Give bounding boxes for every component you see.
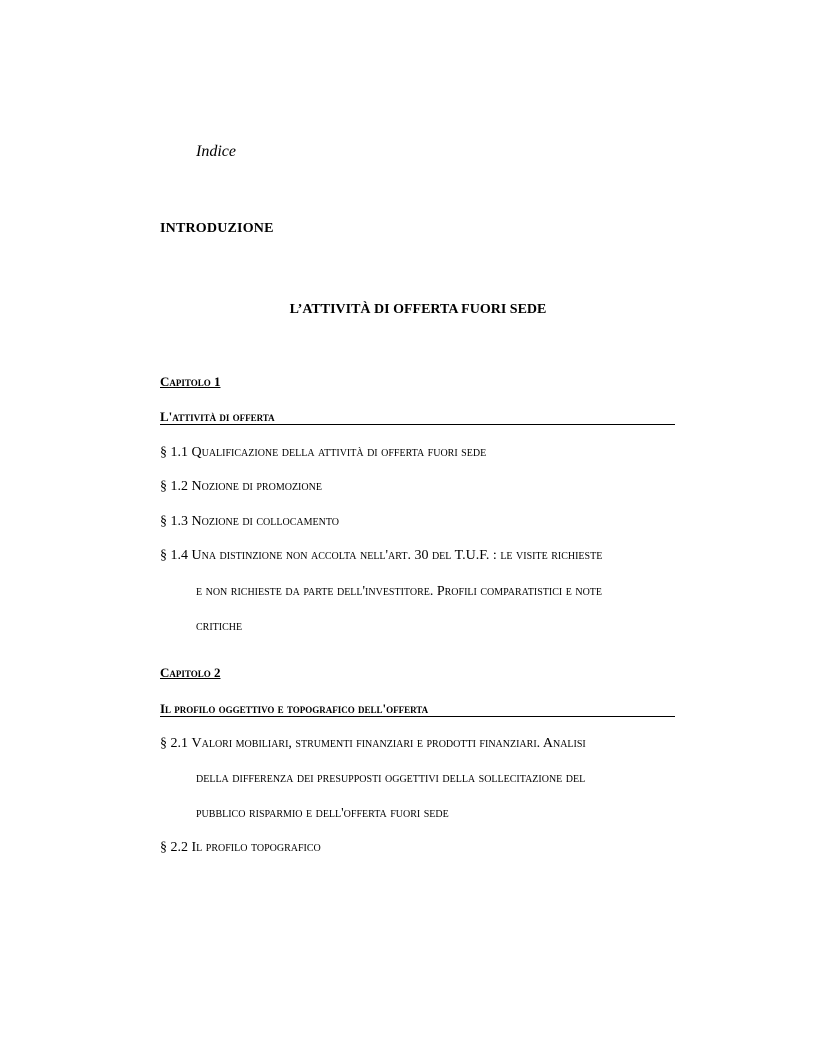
section-number: § 1.2	[160, 479, 188, 494]
page-title: Indice	[196, 143, 236, 160]
toc-entry-1-1[interactable]	[160, 435, 486, 470]
section-title: Il profilo topografico	[191, 840, 321, 855]
section-title: Nozione di collocamento	[191, 514, 339, 529]
section-number: § 2.2	[160, 840, 188, 855]
section-title: Nozione di promozione	[191, 479, 322, 494]
section-title: Valori mobiliari, strumenti finanziari e prodotti finanziari. Analisi	[191, 736, 586, 751]
part-title: L’ATTIVITÀ DI OFFERTA FUORI SEDE	[289, 302, 547, 317]
toc-entry-2-1-continuation: della differenza dei presupposti oggettivi della sollecitazione del	[196, 771, 586, 786]
toc-entry-1-2[interactable]	[160, 469, 322, 504]
chapter-2-title: Il profilo oggettivo e topografico dell'offerta	[160, 701, 675, 717]
introduction-heading: INTRODUZIONE	[160, 221, 274, 236]
chapter-2-label: Capitolo 2	[160, 665, 221, 680]
toc-entry-2-1[interactable]	[160, 726, 586, 761]
chapter-1-label: Capitolo 1	[160, 374, 221, 389]
section-title: Una distinzione non accolta nell'art. 30 del T.U.F. : le visite richieste	[191, 548, 603, 563]
toc-entry-1-4-continuation: e non richieste da parte dell'investitore. Profili comparatistici e note	[196, 584, 603, 599]
toc-entry-1-4[interactable]	[160, 538, 602, 573]
section-number: § 1.3	[160, 514, 188, 529]
chapter-1-title: L'attività di offerta	[160, 409, 675, 425]
section-number: § 1.4	[160, 548, 188, 563]
section-title: Qualificazione della attività di offerta fuori sede	[191, 445, 487, 460]
section-number: § 1.1	[160, 445, 188, 460]
toc-entry-1-3[interactable]	[160, 504, 339, 539]
section-number: § 2.1	[160, 736, 188, 751]
toc-entry-2-1-continuation: pubblico risparmio e dell'offerta fuori sede	[196, 806, 449, 821]
toc-entry-1-4-continuation: critiche	[196, 619, 243, 634]
toc-entry-2-2[interactable]	[160, 830, 321, 865]
